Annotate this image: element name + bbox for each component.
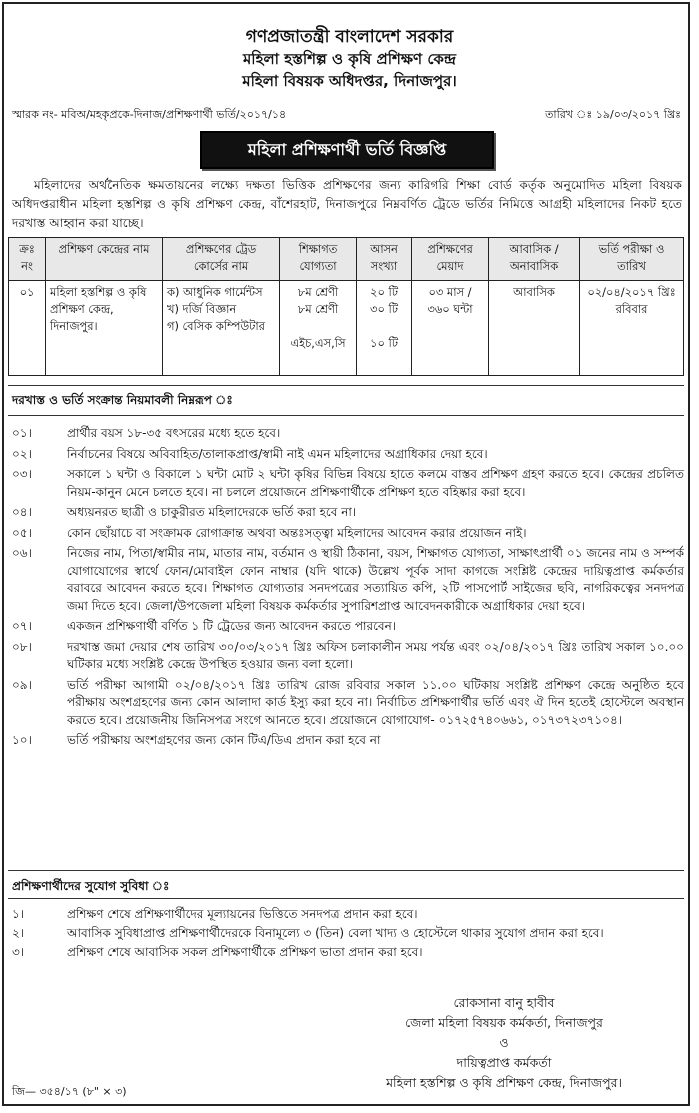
- notice-date: তারিখ ঃ ১৯/০৩/২০১৭ খ্রিঃ: [545, 108, 681, 121]
- rule-text: একজন প্রশিক্ষণার্থী বর্ণিত ১ টি ট্রেডের জন্য আবেদন করতে পারবেন।: [67, 619, 397, 633]
- rule-number: ০৪।: [12, 505, 32, 519]
- col-duration: প্রশিক্ষণের মেয়াদ: [412, 238, 489, 281]
- intro-paragraph: মহিলাদের অর্থনৈতিক ক্ষমতায়নের লক্ষ্যে দক্ষতা ভিত্তিক প্রশিক্ষণের জন্য কারিগরি শিক্ষা বোর্ড কর্তৃক অনুমোদিত মহিলা বিষয়ক অধিদপ্তরাধীন মহিলা হস্তশিল্প ও কৃষি প্রশিক্ষণ কেন্দ্র, বাঁশেরহাট, দিনাজপুরে নিম্নবর্ণিত ট্রেডে ভর্তির নিমিত্তে আগ্রহী মহিলাদের নিকট হতে দরখাস্ত আহ্বান করা যাচ্ছে।: [12, 178, 682, 230]
- divider: [8, 415, 684, 416]
- list-item: [12, 732, 684, 750]
- signature-block: [339, 993, 669, 1093]
- rule-text: প্রার্থীর বয়স ১৮-৩৫ বৎসরের মধ্যে হতে হবে।: [67, 426, 281, 440]
- trade-item: ক) আধুনিক গার্মেন্টস: [167, 285, 263, 299]
- rule-number: ১০।: [12, 733, 32, 747]
- benefits-list: [12, 905, 684, 962]
- qualification-item: ৮ম শ্রেণী: [297, 302, 339, 316]
- cell-trades: [163, 281, 280, 376]
- cell-seats: [357, 281, 412, 376]
- rule-text: অধ্যয়নরত ছাত্রী ও চাকুরীরত মহিলাদেরকে ভর্তি করা হবে না।: [67, 505, 357, 519]
- benefit-number: ৩।: [12, 945, 25, 959]
- memo-number: স্মারক নং- মবিঅ/মহকৃপ্রকে-দিনাজ/প্রশিক্ষণার্থী ভর্তি/২০১৭/১৪: [12, 108, 287, 121]
- benefit-number: ২।: [12, 926, 25, 940]
- header-government: গণপ্রজাতন্ত্রী বাংলাদেশ সরকার: [245, 27, 454, 47]
- signatory-and: ও: [499, 1035, 509, 1050]
- rule-text: কোন ছোঁয়াচে বা সংক্রামক রোগাক্রান্ত অথবা অন্তঃসত্ত্বা মহিলাদের আবেদন করার প্রয়োজন নাই।: [67, 525, 527, 540]
- seat-item: ৩০ টি: [370, 302, 398, 316]
- list-item: [12, 924, 684, 943]
- cell-exam: ০২/০৪/২০১৭ খ্রিঃ রবিবার: [580, 281, 684, 376]
- rule-number: ০৬।: [12, 546, 32, 560]
- benefit-text: আবাসিক সুবিধাপ্রাপ্ত প্রশিক্ষণার্থীদেরকে বিনামূল্যে ৩ (তিন) বেলা খাদ্য ও হোস্টেলে থাকার সুযোগ প্রদান করা হবে।: [67, 926, 604, 940]
- print-code: জি— ৩৫৪/১৭ (৮" × ৩): [12, 1085, 127, 1098]
- list-item: [12, 504, 684, 522]
- seat-item: ২০ টি: [370, 285, 398, 299]
- rule-text: সকালে ১ ঘন্টা ও বিকালে ১ ঘন্টা মোট ২ ঘন্টা কৃষির বিভিন্ন বিষয়ে হাতে কলমে বাস্তব প্রশিক্ষণ গ্রহণ করতে হবে। কেন্দ্রের প্রচলিত নিয়ম-কানুন মেনে চলতে হবে। না চললে প্রয়োজনে প্রশিক্ষণার্থীকে প্রশিক্ষণ হতে বহিষ্কার করা হবে।: [67, 467, 684, 499]
- list-item: [12, 943, 684, 962]
- col-trade: প্রশিক্ষণের ট্রেড কোর্সের নাম: [163, 238, 280, 281]
- rule-number: ০৫।: [12, 525, 32, 540]
- qualification-item: ৮ম শ্রেণী: [297, 285, 339, 299]
- list-item: [12, 639, 684, 674]
- qualification-item: এইচ,এস,সি: [290, 336, 346, 350]
- col-exam: ভর্তি পরীক্ষা ও তারিখ: [580, 238, 684, 281]
- rule-text: দরখাস্ত জমা দেয়ার শেষ তারিখ ৩০/০৩/২০১৭ খ্রিঃ অফিস চলাকালীন সময় পর্যন্ত এবং ০২/০৪/২০১৭ খ্রিঃ তারিখ সকাল ১০.০০ ঘটিকার মধ্যে সংশ্লিষ্ট কেন্দ্রে উপস্থিত হওয়ার জন্য বলা হলো।: [67, 639, 684, 671]
- cell-center: মহিলা হস্তশিল্প ও কৃষি প্রশিক্ষণ কেন্দ্র, দিনাজপুর।: [46, 281, 163, 376]
- rule-number: ০৮।: [12, 639, 32, 654]
- rule-number: ০১।: [12, 426, 32, 440]
- trade-item: গ) বেসিক কম্পিউটার: [167, 319, 265, 333]
- signatory-title: জেলা মহিলা বিষয়ক কর্মকর্তা, দিনাজপুর: [405, 1015, 603, 1030]
- col-center: প্রশিক্ষণ কেন্দ্রের নাম: [46, 238, 163, 281]
- list-item: [12, 905, 684, 924]
- col-sl: ক্রঃ নং: [9, 238, 46, 281]
- rule-text: ভর্তি পরীক্ষায় অংশগ্রহণের জন্য কোন টিএ/ডিএ প্রদান করা হবে না: [67, 733, 381, 747]
- divider: [8, 385, 684, 386]
- divider: [8, 898, 684, 899]
- list-item: [12, 446, 684, 464]
- col-seats: আসন সংখ্যা: [357, 238, 412, 281]
- rule-number: ০৭।: [12, 619, 32, 633]
- rule-text: নিজের নাম, পিতা/স্বামীর নাম, মাতার নাম, বর্তমান ও স্থায়ী ঠিকানা, বয়স, শিক্ষাগত যোগ্যতা, সাক্ষাৎপ্রার্থী ০১ জনের নাম ও সম্পর্ক যোগাযোগের স্বার্থে ফোন/মোবাইল ফোন নাম্বার (যদি থাকে) উল্লেখ পূর্বক সাদা কাগজে সংশ্লিষ্ট কেন্দ্রের দায়িত্বপ্রাপ্ত কর্মকর্তার বরাবরে আবেদন করতে হবে। শিক্ষাগত যোগ্যতার সনদপত্রের সত্যায়িত কপি, ২টি পাসপোর্ট সাইজের ছবি, নাগরিকত্বের সনদপত্র জমা দিতে হবে। জেলা/উপজেলা মহিলা বিষয়ক কর্মকর্তার সুপারিশপ্রাপ্ত আবেদনকারীকে অগ্রাধিকার দেয়া হবে।: [67, 546, 684, 613]
- rules-title: দরখাস্ত ও ভর্তি সংক্রান্ত নিয়মাবলী নিম্নরূপ ঃ: [12, 393, 233, 407]
- benefits-title: প্রশিক্ষণার্থীদের সুযোগ সুবিধা ঃ: [12, 879, 170, 893]
- notice-banner: মহিলা প্রশিক্ষণার্থী ভর্তি বিজ্ঞপ্তি: [200, 131, 494, 169]
- table-header-row: [9, 238, 684, 281]
- rule-text: ভর্তি পরীক্ষা আগামী ০২/০৪/২০১৭ খ্রিঃ তারিখ রোজ রবিবার সকাল ১১.০০ ঘটিকায় সংশ্লিষ্ট প্রশিক্ষণ কেন্দ্রে অনুষ্ঠিত হবে পরীক্ষায় অংশগ্রহণের জন্য কোন আলাদা কার্ড ইস্যু করা হবে না। নির্বাচিত প্রশিক্ষণার্থীর ভর্তি এবং ঐ দিন হতেই হোস্টেলে অবস্থান করতে হবে। প্রয়োজনীয় জিনিসপত্র সংগে আনতে হবে। প্রয়োজনে যোগাযোগ- ০১৭২৫৭৪০৬৬১, ০১৭৩৭২৩৭১০৪।: [67, 677, 684, 727]
- list-item: [12, 618, 684, 636]
- benefit-text: প্রশিক্ষণ শেষে প্রশিক্ষণার্থীদের মূল্যায়নের ভিত্তিতে সনদপত্র প্রদান করা হবে।: [67, 907, 418, 921]
- cell-sl: ০১: [9, 281, 46, 376]
- seat-item: ১০ টি: [370, 336, 398, 350]
- cell-qualifications: [280, 281, 357, 376]
- list-item: [12, 677, 684, 730]
- rules-list: [12, 425, 684, 753]
- list-item: [12, 525, 684, 543]
- rule-number: ০৯।: [12, 677, 32, 692]
- table-row: [9, 281, 684, 376]
- benefit-text: প্রশিক্ষণ শেষে আবাসিক সকল প্রশিক্ষণার্থীকে প্রশিক্ষণ ভাতা প্রদান করা হবে।: [67, 945, 423, 959]
- col-qualification: শিক্ষাগত যোগ্যতা: [280, 238, 357, 281]
- divider: [8, 870, 684, 871]
- rule-number: ০৩।: [12, 467, 32, 481]
- rule-number: ০২।: [12, 446, 32, 461]
- list-item: [12, 545, 684, 615]
- signatory-title: দায়িত্বপ্রাপ্ত কর্মকর্তা: [456, 1055, 552, 1070]
- benefit-number: ১।: [12, 907, 25, 921]
- rule-text: নির্বাচনের বিষয়ে অবিবাহিত/তালাকপ্রাপ্ত/স্বামী নাই এমন মহিলাদের অগ্রাধিকার দেয়া হবে।: [67, 446, 488, 461]
- list-item: [12, 466, 684, 501]
- trade-item: খ) দর্জি বিজ্ঞান: [167, 302, 237, 316]
- list-item: [12, 425, 684, 443]
- cell-duration: ০৩ মাস / ৩৬০ ঘন্টা: [412, 281, 489, 376]
- signatory-name: রোকসানা বানু হাবীব: [453, 995, 555, 1010]
- cell-residential: আবাসিক: [489, 281, 580, 376]
- trade-table: [8, 237, 684, 376]
- header-department: মহিলা বিষয়ক অধিদপ্তর, দিনাজপুর।: [242, 72, 457, 90]
- header-center: মহিলা হস্তশিল্প ও কৃষি প্রশিক্ষণ কেন্দ্র: [242, 50, 457, 68]
- col-residential: আবাসিক /অনাবাসিক: [489, 238, 580, 281]
- signatory-title: মহিলা হস্তশিল্প ও কৃষি প্রশিক্ষণ কেন্দ্র, দিনাজপুর।: [386, 1075, 622, 1090]
